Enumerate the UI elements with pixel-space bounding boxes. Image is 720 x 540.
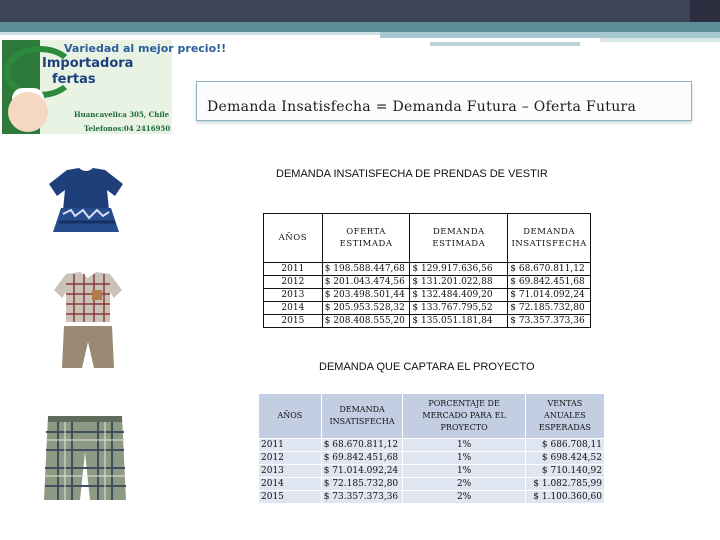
unsatisfied-demand-table bbox=[263, 213, 591, 328]
table1-title: DEMANDA INSATISFECHA DE PRENDAS DE VESTIR bbox=[276, 168, 548, 180]
year-cell: 2011 bbox=[259, 439, 322, 452]
unsatisfied-cell: $ 69.842.451,68 bbox=[321, 452, 403, 465]
header-unsatisfied-demand: DEMANDA INSATISFECHA bbox=[508, 214, 591, 263]
project-demand-table bbox=[258, 393, 605, 504]
year-cell: 2014 bbox=[264, 302, 323, 315]
plaid-outfit-icon bbox=[52, 270, 124, 380]
unsatisfied-cell: $ 69.842.451,68 bbox=[508, 276, 591, 289]
header-demand: DEMANDA ESTIMADA bbox=[410, 214, 508, 263]
header-supply: OFERTA ESTIMADA bbox=[322, 214, 410, 263]
decorative-stripe bbox=[600, 38, 720, 42]
header-years: AÑOS bbox=[259, 394, 322, 439]
year-cell: 2015 bbox=[259, 491, 322, 504]
sales-cell: $ 710.140,92 bbox=[525, 465, 604, 478]
year-cell: 2012 bbox=[264, 276, 323, 289]
logo-address: Huancavelica 305, Chile bbox=[74, 110, 170, 119]
blue-blouse-icon bbox=[45, 166, 127, 236]
share-cell: 2% bbox=[403, 491, 525, 504]
share-cell: 1% bbox=[403, 439, 525, 452]
unsatisfied-cell: $ 68.670.811,12 bbox=[508, 263, 591, 276]
logo-slogan: Variedad al mejor precio!! bbox=[64, 42, 227, 55]
sales-cell: $ 698.424,52 bbox=[525, 452, 604, 465]
formula-text: Demanda Insatisfecha = Demanda Futura – Oferta Futura bbox=[207, 99, 637, 115]
supply-cell: $ 208.408.555,20 bbox=[322, 315, 410, 328]
demand-cell: $ 135.051.181,84 bbox=[410, 315, 508, 328]
table-row bbox=[259, 465, 605, 478]
table-row bbox=[259, 439, 605, 452]
demand-cell: $ 129.917.636,56 bbox=[410, 263, 508, 276]
logo-name-second-line: fertas bbox=[52, 72, 96, 87]
company-logo bbox=[2, 40, 227, 134]
formula-box bbox=[196, 81, 692, 121]
unsatisfied-cell: $ 73.357.373,36 bbox=[508, 315, 591, 328]
unsatisfied-cell: $ 71.014.092,24 bbox=[508, 289, 591, 302]
top-banner-corner bbox=[690, 0, 720, 22]
table-row bbox=[259, 452, 605, 465]
table-row bbox=[259, 478, 605, 491]
plaid-shorts-icon bbox=[42, 412, 128, 504]
header-expected-sales: VENTAS ANUALES ESPERADAS bbox=[525, 394, 604, 439]
table-row bbox=[264, 315, 591, 328]
demand-cell: $ 133.767.795,52 bbox=[410, 302, 508, 315]
year-cell: 2013 bbox=[259, 465, 322, 478]
header-market-share: PORCENTAJE DE MERCADO PARA EL PROYECTO bbox=[403, 394, 525, 439]
demand-cell: $ 131.201.022,88 bbox=[410, 276, 508, 289]
decorative-stripe bbox=[0, 32, 380, 35]
unsatisfied-cell: $ 68.670.811,12 bbox=[321, 439, 403, 452]
supply-cell: $ 201.043.474,56 bbox=[322, 276, 410, 289]
table-row bbox=[264, 263, 591, 276]
share-cell: 1% bbox=[403, 452, 525, 465]
table-header-row bbox=[264, 214, 591, 263]
year-cell: 2013 bbox=[264, 289, 323, 302]
supply-cell: $ 205.953.528,32 bbox=[322, 302, 410, 315]
header-years: AÑOS bbox=[264, 214, 323, 263]
supply-cell: $ 198.588.447,68 bbox=[322, 263, 410, 276]
sales-cell: $ 1.082.785,99 bbox=[525, 478, 604, 491]
unsatisfied-cell: $ 73.357.373,36 bbox=[321, 491, 403, 504]
decorative-stripe bbox=[430, 42, 580, 46]
year-cell: 2011 bbox=[264, 263, 323, 276]
year-cell: 2012 bbox=[259, 452, 322, 465]
decorative-stripe bbox=[0, 22, 720, 32]
share-cell: 2% bbox=[403, 478, 525, 491]
demand-cell: $ 132.484.409,20 bbox=[410, 289, 508, 302]
supply-cell: $ 203.498.501,44 bbox=[322, 289, 410, 302]
year-cell: 2014 bbox=[259, 478, 322, 491]
table-row bbox=[264, 276, 591, 289]
top-banner bbox=[0, 0, 720, 22]
sales-cell: $ 1.100.360,60 bbox=[525, 491, 604, 504]
year-cell: 2015 bbox=[264, 315, 323, 328]
logo-name: Importadora bbox=[42, 56, 134, 71]
share-cell: 1% bbox=[403, 465, 525, 478]
unsatisfied-cell: $ 71.014.092,24 bbox=[321, 465, 403, 478]
table2-title: DEMANDA QUE CAPTARA EL PROYECTO bbox=[319, 361, 535, 373]
logo-phone: Telefonos:04 2416950 bbox=[84, 124, 171, 133]
unsatisfied-cell: $ 72.185.732,80 bbox=[321, 478, 403, 491]
baby-photo-icon bbox=[8, 92, 48, 132]
sales-cell: $ 686.708,11 bbox=[525, 439, 604, 452]
table-header-row bbox=[259, 394, 605, 439]
unsatisfied-cell: $ 72.185.732,80 bbox=[508, 302, 591, 315]
header-unsatisfied-demand: DEMANDA INSATISFECHA bbox=[321, 394, 403, 439]
table-row bbox=[264, 289, 591, 302]
table-row bbox=[259, 491, 605, 504]
table-row bbox=[264, 302, 591, 315]
